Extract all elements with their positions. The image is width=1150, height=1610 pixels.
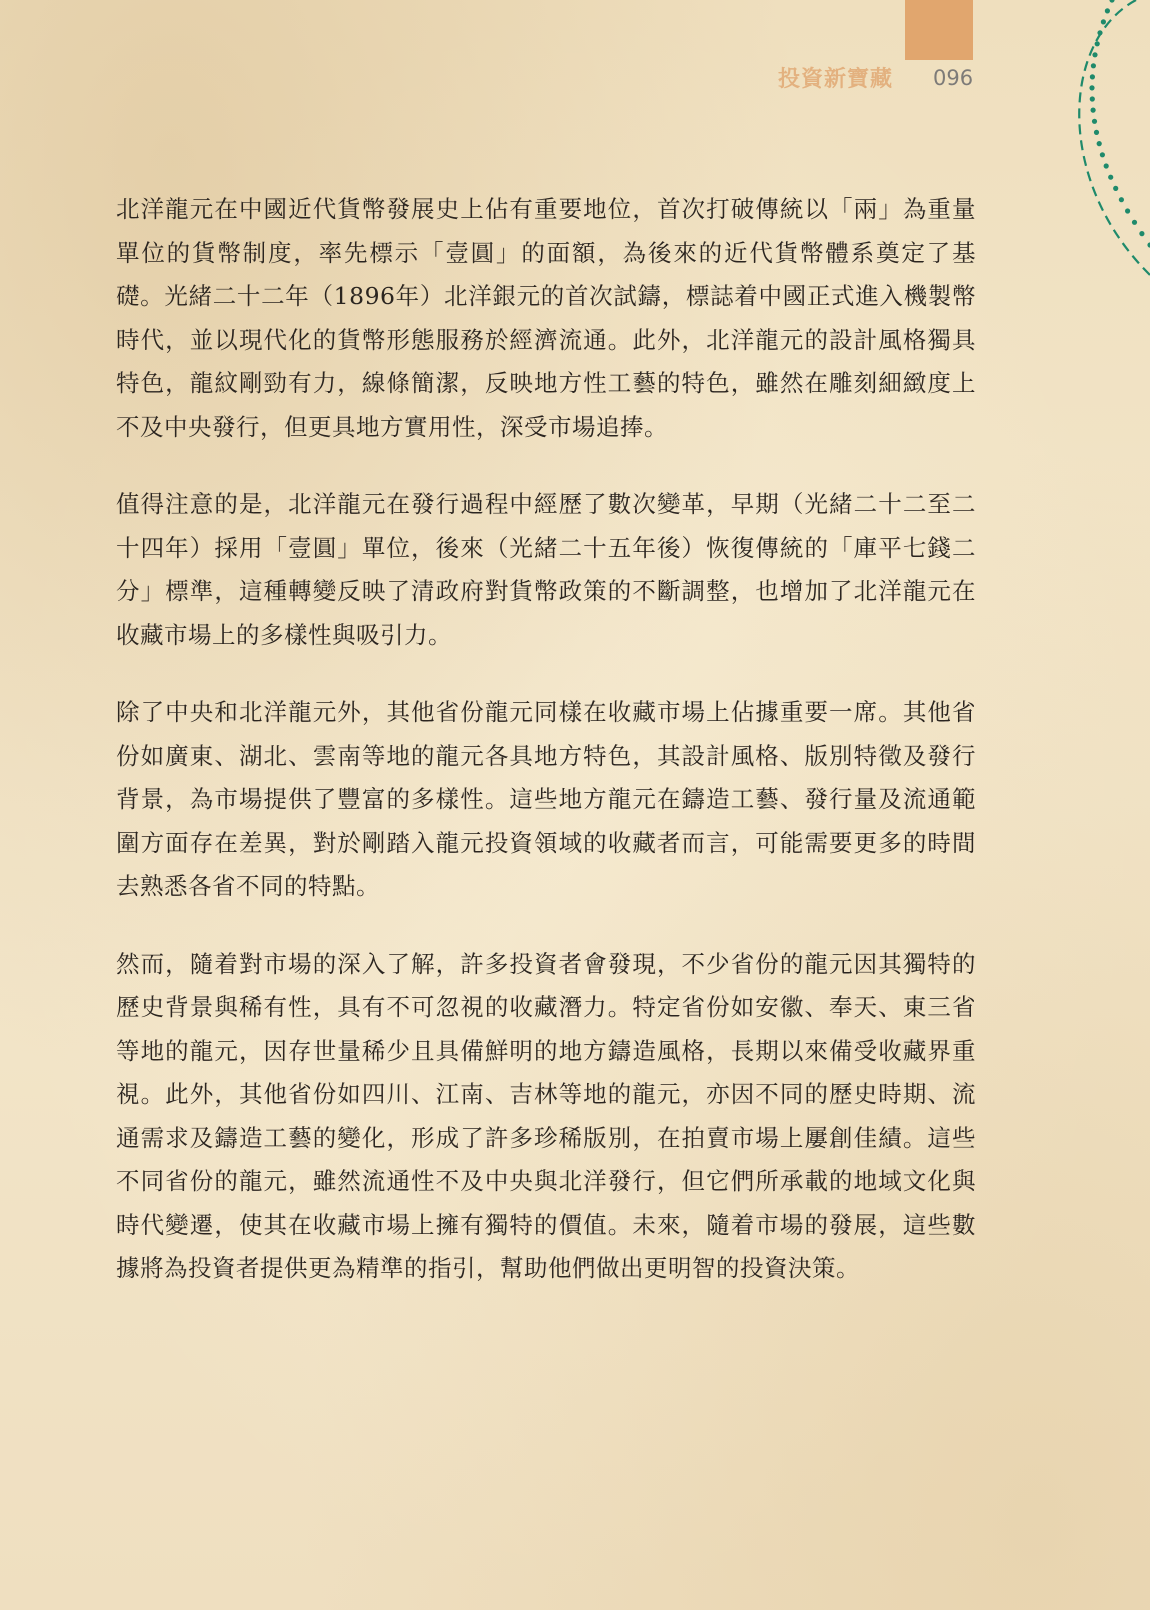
ornament-dot — [1132, 220, 1137, 225]
article-paragraph-4: 然而，隨着對市場的深入了解，許多投資者會發現，不少省份的龍元因其獨特的歷史背景與稀有性，具有不可忽視的收藏潛力。特定省份如安徽、奉天、東三省等地的龍元，因存世量稀少且具備鮮明的地方鑄造風格，長期以來備受收藏界重視。此外，其他省份如四川、江南、吉林等地的龍元，亦因不同的歷史時期、流通需求及鑄造工藝的變化，形成了許多珍稀版別，在拍賣市場上屢創佳績。這些不同省份的龍元，雖然流通性不及中央與北洋發行，但它們所承載的地域文化與時代變遷，使其在收藏市場上擁有獨特的價值。未來，隨着市場的發展，這些數據將為投資者提供更為精準的指引，幫助他們做出更明智的投資決策。 — [116, 949, 976, 1282]
article-paragraph-3: 除了中央和北洋龍元外，其他省份龍元同樣在收藏市場上佔據重要一席。其他省份如廣東、湖北、雲南等地的龍元各具地方特色，其設計風格、版別特徵及發行背景，為市場提供了豐富的多樣性。這些地方龍元在鑄造工藝、發行量及流通範圍方面存在差異，對於剛踏入龍元投資領域的收藏者而言，可能需要更多的時間去熟悉各省不同的特點。 — [116, 698, 976, 900]
ornament-dot — [1090, 74, 1095, 79]
ornament-dot — [1108, 175, 1113, 180]
ornament-dot — [1095, 41, 1100, 46]
ornament-dot — [1101, 19, 1106, 24]
page-tab-block — [905, 0, 973, 60]
dotted-arc-ornament-icon — [1050, 0, 1150, 290]
ornament-dot — [1100, 152, 1105, 157]
ornament-dot — [1091, 63, 1096, 68]
ornament-dot — [1090, 96, 1095, 101]
article-body — [116, 188, 976, 1325]
running-title: 投資新寶藏 — [778, 66, 894, 92]
ornament-dot — [1113, 186, 1118, 191]
ornament-dot — [1104, 163, 1109, 168]
ornament-dot — [1094, 130, 1099, 135]
article-paragraph-1: 北洋龍元在中國近代貨幣發展史上佔有重要地位，首次打破傳統以「兩」為重量單位的貨幣制度，率先標示「壹圓」的面額，為後來的近代貨幣體系奠定了基礎。光緒二十二年（1896年）北洋銀元的首次試鑄，標誌着中國正式進入機製幣時代，並以現代化的貨幣形態服務於經濟流通。此外，北洋龍元的設計風格獨具特色，龍紋剛勁有力，線條簡潔，反映地方性工藝的特色，雖然在雕刻細緻度上不及中央發行，但更具地方實用性，深受市場追捧。 — [116, 195, 976, 441]
ornament-dot — [1109, 0, 1114, 3]
ornament-dot — [1139, 231, 1144, 236]
ornament-dot — [1097, 141, 1102, 146]
ornament-dot — [1091, 108, 1096, 113]
ornament-dot — [1092, 52, 1097, 57]
article-paragraph-2: 值得注意的是，北洋龍元在發行過程中經歷了數次變革，早期（光緒二十二至二十四年）採用「壹圓」單位，後來（光緒二十五年後）恢復傳統的「庫平七錢二分」標準，這種轉變反映了清政府對貨幣政策的不斷調整，也增加了北洋龍元在收藏市場上的多樣性與吸引力。 — [116, 490, 976, 649]
page-number: 096 — [933, 66, 974, 90]
ornament-dot — [1105, 8, 1110, 13]
ornament-dot — [1125, 208, 1130, 213]
ornament-dot — [1092, 119, 1097, 124]
ornament-dot — [1119, 197, 1124, 202]
ornament-dot — [1097, 30, 1102, 35]
ornament-dot — [1089, 85, 1094, 90]
